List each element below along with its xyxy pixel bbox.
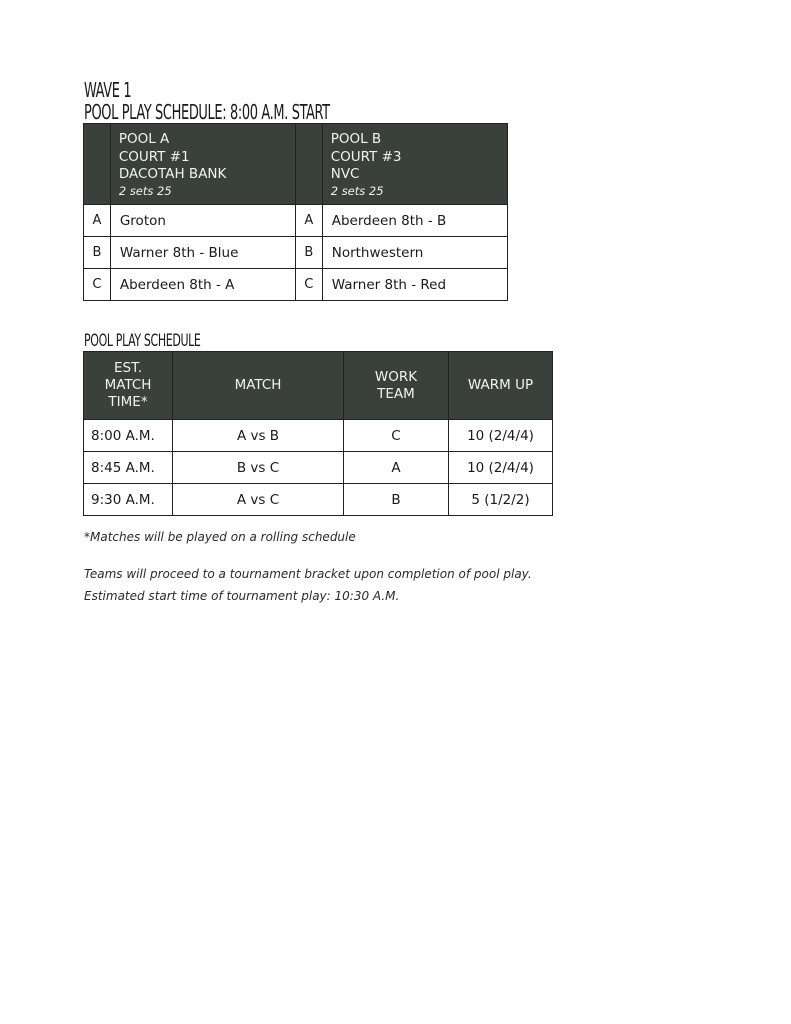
time-header-line: TIME*	[108, 394, 148, 410]
pool-b-team-name: Northwestern	[322, 237, 507, 269]
pool-b-format: 2 sets 25	[330, 183, 384, 198]
warm-up: 10 (2/4/4)	[449, 420, 553, 452]
pools-row	[84, 205, 508, 237]
pool-b-team-name: Aberdeen 8th - B	[322, 205, 507, 237]
table-row	[84, 420, 553, 452]
pool-b-team-name: Warner 8th - Red	[322, 269, 507, 301]
work-team: B	[344, 484, 449, 516]
pool-a-team-letter: B	[84, 237, 111, 269]
work-header-line: TEAM	[377, 385, 415, 402]
pool-b-team-letter: C	[295, 269, 322, 301]
pools-header-row	[84, 124, 508, 205]
pools-row	[84, 237, 508, 269]
schedule-table	[83, 351, 553, 516]
rolling-schedule-note: *Matches will be played on a rolling schedule	[84, 530, 356, 544]
pool-a-team-name: Aberdeen 8th - A	[110, 269, 295, 301]
match-time: 9:30 A.M.	[84, 484, 173, 516]
pool-b-team-letter: A	[295, 205, 322, 237]
pool-b-sponsor: NVC	[330, 166, 360, 182]
match-column-header: MATCH	[173, 352, 344, 420]
pool-a-sponsor: DACOTAH BANK	[118, 166, 227, 182]
pool-b-header	[322, 124, 507, 205]
match-time: 8:00 A.M.	[84, 420, 173, 452]
time-header-line: EST.	[113, 360, 143, 376]
pools-row	[84, 269, 508, 301]
table-row	[84, 484, 553, 516]
pool-a-format: 2 sets 25	[118, 183, 172, 198]
match-pairing: A vs C	[173, 484, 344, 516]
work-team: A	[344, 452, 449, 484]
pool-a-header	[110, 124, 295, 205]
pool-a-court: COURT #1	[118, 148, 190, 165]
match-time: 8:45 A.M.	[84, 452, 173, 484]
time-header-line: MATCH	[104, 377, 152, 393]
table-row	[84, 452, 553, 484]
work-team-column-header	[344, 352, 449, 420]
pool-b-letter-header	[295, 124, 322, 205]
pools-table	[83, 123, 508, 301]
match-pairing: A vs B	[173, 420, 344, 452]
warm-up: 10 (2/4/4)	[449, 452, 553, 484]
pool-schedule-title: POOL PLAY SCHEDULE: 8:00 A.M. START	[84, 100, 330, 124]
pool-b-name: POOL B	[330, 131, 382, 147]
tournament-start-note: Estimated start time of tournament play: 10:30 A.M.	[84, 589, 400, 603]
schedule-title: POOL PLAY SCHEDULE	[84, 331, 201, 351]
pool-a-team-letter: A	[84, 205, 111, 237]
pool-a-team-letter: C	[84, 269, 111, 301]
match-pairing: B vs C	[173, 452, 344, 484]
pool-a-team-name: Warner 8th - Blue	[110, 237, 295, 269]
bracket-note: Teams will proceed to a tournament bracket upon completion of pool play.	[84, 567, 532, 581]
pool-b-team-letter: B	[295, 237, 322, 269]
wave-title: WAVE 1	[84, 78, 132, 102]
pool-a-letter-header	[84, 124, 111, 205]
pool-b-court: COURT #3	[330, 148, 402, 165]
warm-up: 5 (1/2/2)	[449, 484, 553, 516]
warm-up-column-header: WARM UP	[449, 352, 553, 420]
pool-a-team-name: Groton	[110, 205, 295, 237]
schedule-header-row	[84, 352, 553, 420]
work-header-line: WORK	[374, 368, 418, 385]
time-column-header	[84, 352, 173, 420]
work-team: C	[344, 420, 449, 452]
pool-a-name: POOL A	[118, 131, 170, 147]
